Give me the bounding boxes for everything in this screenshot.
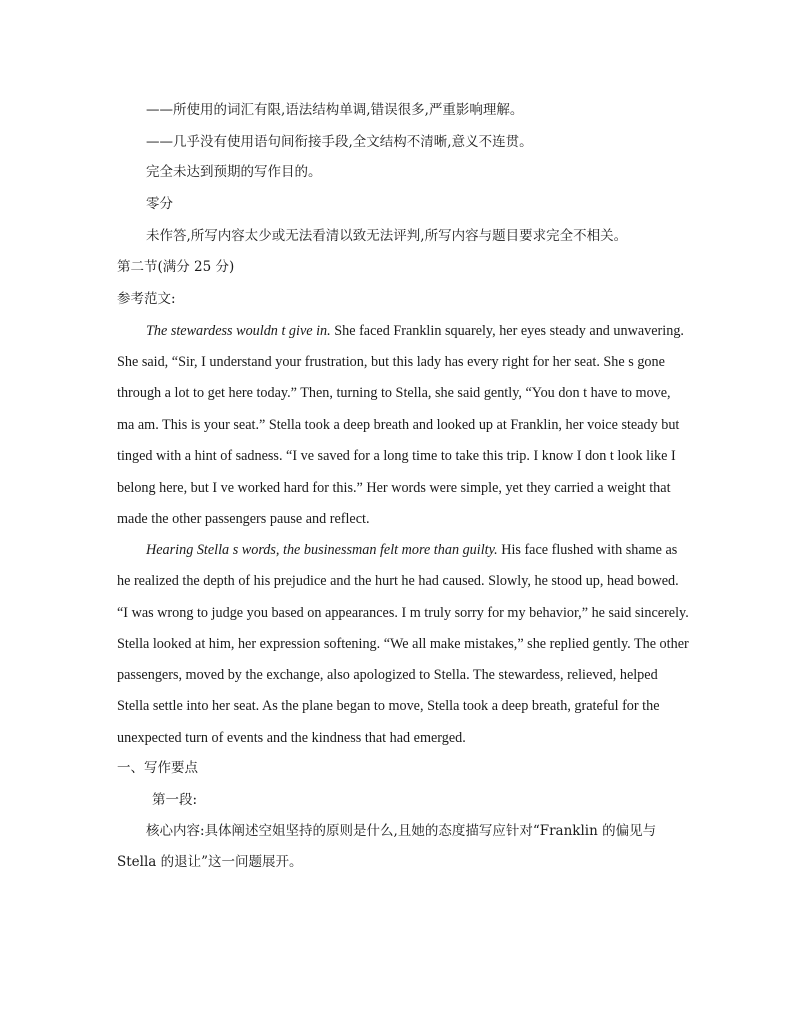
zero-score-label: 零分 [146,196,173,212]
essay-p1-line-3: through a lot to get here today.” Then, turning to Stella, she said gently, “You don t have to move, [117,385,671,401]
essay-p2-line-3: “I was wrong to judge you based on appearances. I m truly sorry for my behavior,” he said sincerely. [117,605,689,621]
first-paragraph-label: 第一段: [152,792,198,808]
core-content-line-2: Stella 的退让”这一问题展开。 [117,854,303,870]
essay-p1-line-5: tinged with a hint of sadness. “I ve saved for a long time to take this trip. I know I don t look like I [117,448,676,464]
essay-p1-line-1-rest: She faced Franklin squarely, her eyes steady and unwavering. [330,323,684,339]
essay-p2-line-1 [146,543,677,557]
zero-score-description: 未作答,所写内容太少或无法看清以致无法评判,所写内容与题目要求完全不相关。 [146,228,628,244]
essay-p1-line-7: made the other passengers pause and reflect. [117,511,370,527]
essay-p1-line-4: ma am. This is your seat.” Stella took a deep breath and looked up at Franklin, her voice steady but [117,417,680,433]
writing-points-heading: 一、写作要点 [117,760,198,776]
essay-p1-line-2: She said, “Sir, I understand your frustration, but this lady has every right for her seat. She s gone [117,354,665,370]
essay-p2-lead-sentence: Hearing Stella s words, the businessman felt more than guilty. [146,542,498,558]
scoring-criterion-purpose: 完全未达到预期的写作目的。 [146,164,322,180]
essay-p1-lead-sentence: The stewardess wouldn t give in. [146,323,331,339]
essay-p1-line-6: belong here, but I ve worked hard for this.” Her words were simple, yet they carried a weight that [117,480,671,496]
essay-p2-line-2: he realized the depth of his prejudice and the hurt he had caused. Slowly, he stood up, head bowed. [117,573,679,589]
essay-p2-line-7: unexpected turn of events and the kindness that had emerged. [117,730,466,746]
essay-p2-line-1-rest: His face flushed with shame as [497,542,678,558]
scoring-criterion-cohesion: ——几乎没有使用语句间衔接手段,全文结构不清晰,意义不连贯。 [146,134,533,150]
scoring-criterion-vocabulary: ——所使用的词汇有限,语法结构单调,错误很多,严重影响理解。 [146,102,524,118]
sample-essay-label: 参考范文: [117,291,176,307]
section-heading: 第二节(满分 25 分) [117,259,235,275]
essay-p2-line-5: passengers, moved by the exchange, also apologized to Stella. The stewardess, relieved, helped [117,667,658,683]
essay-p2-line-6: Stella settle into her seat. As the plane began to move, Stella took a deep breath, grateful for the [117,698,660,714]
essay-p2-line-4: Stella looked at him, her expression softening. “We all make mistakes,” she replied gently. The other [117,636,689,652]
essay-p1-line-1 [146,324,684,338]
core-content-line-1: 核心内容:具体阐述空姐坚持的原则是什么,且她的态度描写应针对“Franklin 的偏见与 [146,823,657,839]
